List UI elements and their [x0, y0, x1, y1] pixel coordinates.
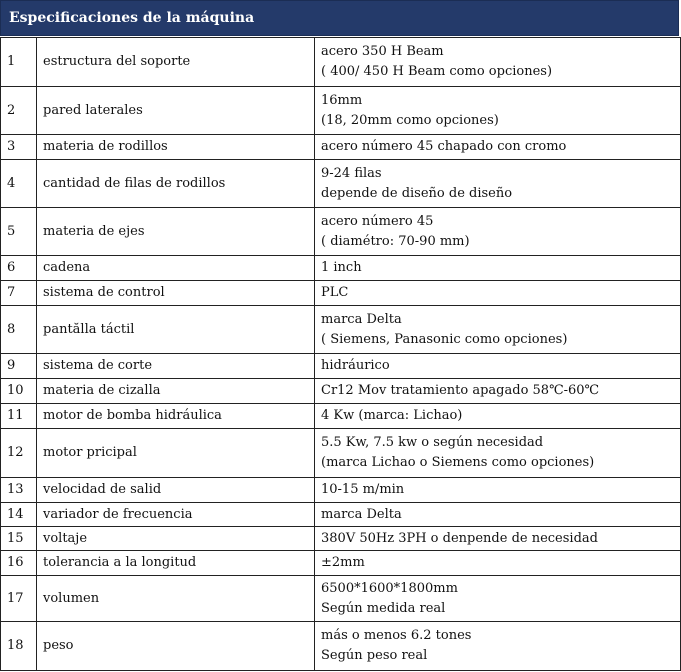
spec-name: cadena — [37, 256, 315, 281]
spec-name: tolerancia a la longitud — [37, 551, 315, 576]
spec-name: variador de frecuencia — [37, 503, 315, 527]
spec-name: motor pricipal — [37, 429, 315, 478]
spec-value — [315, 404, 681, 429]
spec-value-line: 380V 50Hz 3PH o denpende de necesidad — [321, 530, 598, 546]
spec-value-line: 10-15 m/min — [321, 482, 405, 497]
row-number: 16 — [1, 551, 37, 576]
spec-value — [315, 256, 681, 281]
table-row — [1, 551, 681, 576]
table-title: Especificaciones de la máquina — [9, 10, 255, 26]
spec-value-line: Cr12 Mov tratamiento apagado 58℃-60℃ — [321, 383, 600, 398]
row-number: 15 — [1, 527, 37, 551]
spec-value — [315, 281, 681, 306]
spec-value-line: 9-24 filas — [321, 165, 382, 181]
table-row — [1, 622, 681, 671]
row-number: 12 — [1, 429, 37, 478]
spec-value — [315, 551, 681, 576]
spec-name: pared laterales — [37, 87, 315, 135]
spec-name: voltaje — [37, 527, 315, 551]
spec-value-line: 5.5 Kw, 7.5 kw o según necesidad — [321, 435, 544, 450]
table-row — [1, 478, 681, 503]
spec-value-line: depende de diseño de diseño — [321, 185, 513, 201]
spec-value-line: (18, 20mm como opciones) — [321, 112, 499, 128]
spec-name: volumen — [37, 576, 315, 622]
row-number: 10 — [1, 379, 37, 404]
table-row — [1, 379, 681, 404]
spec-name: peso — [37, 622, 315, 671]
spec-value-line: 4 Kw (marca: Lichao) — [321, 408, 463, 423]
spec-value-line: acero número 45 chapado con cromo — [321, 139, 567, 154]
spec-value — [315, 429, 681, 478]
table-title-bar — [0, 0, 679, 36]
row-number: 8 — [1, 306, 37, 354]
spec-value-line: marca Delta — [321, 506, 402, 522]
table-row — [1, 38, 681, 87]
spec-value — [315, 208, 681, 256]
spec-value-line: Según peso real — [321, 648, 428, 663]
table-row — [1, 576, 681, 622]
spec-name: sistema de control — [37, 281, 315, 306]
spec-value — [315, 135, 681, 160]
table-row — [1, 429, 681, 478]
row-number: 4 — [1, 160, 37, 208]
spec-value — [315, 527, 681, 551]
row-number: 5 — [1, 208, 37, 256]
row-number: 11 — [1, 404, 37, 429]
spec-value — [315, 160, 681, 208]
spec-value-line: acero 350 H Beam — [321, 44, 444, 59]
spec-name: velocidad de salid — [37, 478, 315, 503]
row-number: 1 — [1, 38, 37, 87]
spec-value-line: ( 400/ 450 H Beam como opciones) — [321, 64, 553, 79]
spec-value — [315, 87, 681, 135]
spec-name: motor de bomba hidráulica — [37, 404, 315, 429]
table-row — [1, 306, 681, 354]
table-row — [1, 160, 681, 208]
spec-value — [315, 576, 681, 622]
row-number: 9 — [1, 354, 37, 379]
row-number: 18 — [1, 622, 37, 671]
spec-value-line: Según medida real — [321, 600, 446, 616]
spec-value-line: más o menos 6.2 tones — [321, 628, 472, 643]
table-row — [1, 527, 681, 551]
spec-value-line: ( Siemens, Panasonic como opciones) — [321, 331, 568, 347]
spec-value — [315, 306, 681, 354]
spec-name: materia de rodillos — [37, 135, 315, 160]
row-number: 13 — [1, 478, 37, 503]
spec-value — [315, 379, 681, 404]
spec-name: pantălla táctil — [37, 306, 315, 354]
spec-value-line: acero número 45 — [321, 213, 434, 229]
spec-value — [315, 38, 681, 87]
spec-value-line: (marca Lichao o Siemens como opciones) — [321, 455, 595, 470]
spec-value — [315, 622, 681, 671]
spec-value — [315, 354, 681, 379]
row-number: 14 — [1, 503, 37, 527]
spec-name: cantidad de filas de rodillos — [37, 160, 315, 208]
table-row — [1, 281, 681, 306]
spec-value — [315, 478, 681, 503]
spec-value-line: 6500*1600*1800mm — [321, 580, 458, 596]
row-number: 7 — [1, 281, 37, 306]
spec-table — [0, 37, 681, 671]
table-row — [1, 404, 681, 429]
spec-value-line: ( diamétro: 70-90 mm) — [321, 233, 470, 249]
spec-value-line: 16mm — [321, 92, 363, 108]
table-row — [1, 87, 681, 135]
spec-name: materia de ejes — [37, 208, 315, 256]
spec-value-line: hidráurico — [321, 358, 390, 373]
table-row — [1, 256, 681, 281]
row-number: 3 — [1, 135, 37, 160]
row-number: 17 — [1, 576, 37, 622]
row-number: 6 — [1, 256, 37, 281]
table-row — [1, 503, 681, 527]
spec-value-line: marca Delta — [321, 311, 402, 327]
table-row — [1, 208, 681, 256]
spec-name: estructura del soporte — [37, 38, 315, 87]
spec-value-line: ±2mm — [321, 555, 365, 570]
row-number: 2 — [1, 87, 37, 135]
spec-value — [315, 503, 681, 527]
table-row — [1, 135, 681, 160]
spec-value-line: PLC — [321, 285, 349, 300]
spec-value-line: 1 inch — [321, 260, 362, 275]
spec-name: materia de cizalla — [37, 379, 315, 404]
table-row — [1, 354, 681, 379]
spec-name: sistema de corte — [37, 354, 315, 379]
spec-table-body — [1, 38, 681, 671]
